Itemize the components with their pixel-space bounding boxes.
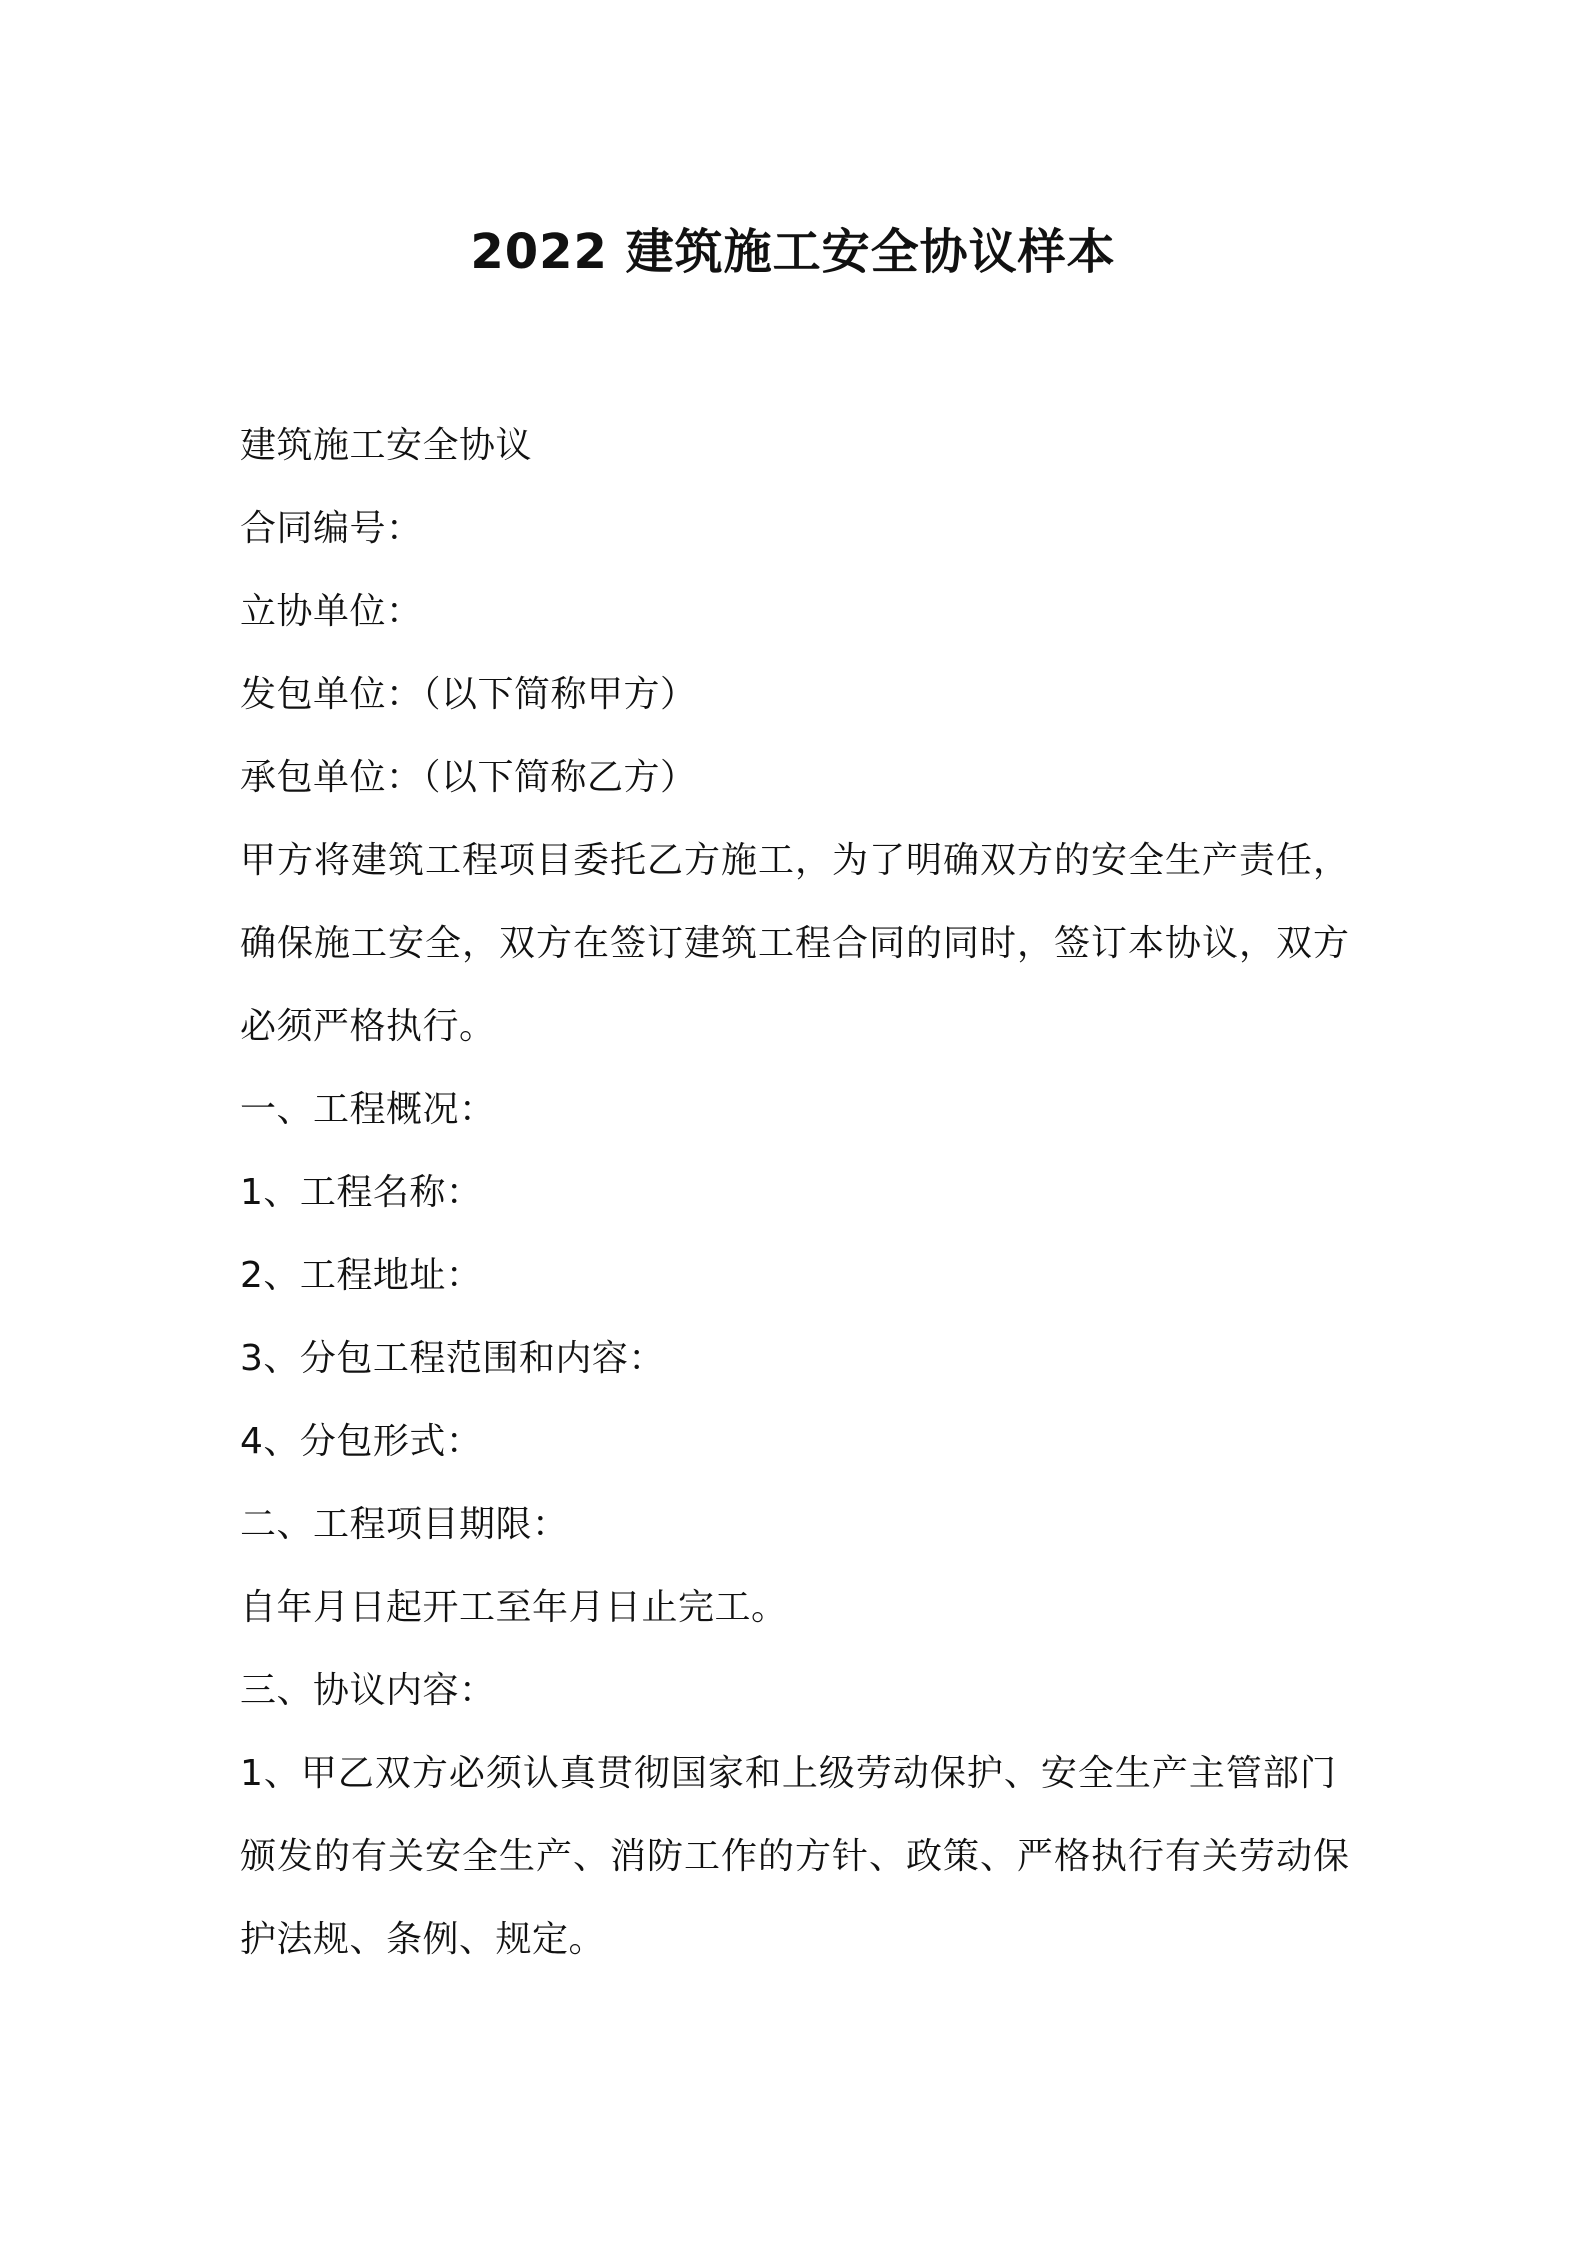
document-body [240, 404, 1350, 1981]
document-title: 2022 建筑施工安全协议样本 [470, 224, 1116, 280]
employer-line: 发包单位：（以下简称甲方） [240, 674, 697, 715]
contractor-line: 承包单位：（以下简称乙方） [240, 757, 697, 798]
clause-1-line-1: 1、甲乙双方必须认真贯彻国家和上级劳动保护、安全生产主管部门 [240, 1753, 1337, 1794]
section-heading-content: 三、协议内容： [240, 1670, 496, 1711]
period-line: 自年月日起开工至年月日止完工。 [240, 1587, 788, 1628]
subcontract-scope-line: 3、分包工程范围和内容： [240, 1338, 665, 1379]
section-heading-overview: 一、工程概况： [240, 1089, 496, 1130]
intro-paragraph-line-1: 甲方将建筑工程项目委托乙方施工，为了明确双方的安全生产责任， [240, 840, 1351, 881]
signing-parties-line: 立协单位： [240, 591, 423, 632]
contract-number-line: 合同编号： [240, 508, 423, 549]
agreement-heading: 建筑施工安全协议 [240, 425, 533, 466]
intro-paragraph-line-2: 确保施工安全，双方在签订建筑工程合同的同时，签订本协议，双方 [240, 923, 1351, 964]
subcontract-form-line: 4、分包形式： [240, 1421, 483, 1462]
clause-1-line-2: 颁发的有关安全生产、消防工作的方针、政策、严格执行有关劳动保 [240, 1836, 1351, 1877]
section-heading-period: 二、工程项目期限： [240, 1504, 569, 1545]
intro-paragraph-line-3: 必须严格执行。 [240, 1006, 496, 1047]
project-name-line: 1、工程名称： [240, 1172, 483, 1213]
project-address-line: 2、工程地址： [240, 1255, 483, 1296]
clause-1-line-3: 护法规、条例、规定。 [240, 1919, 606, 1960]
